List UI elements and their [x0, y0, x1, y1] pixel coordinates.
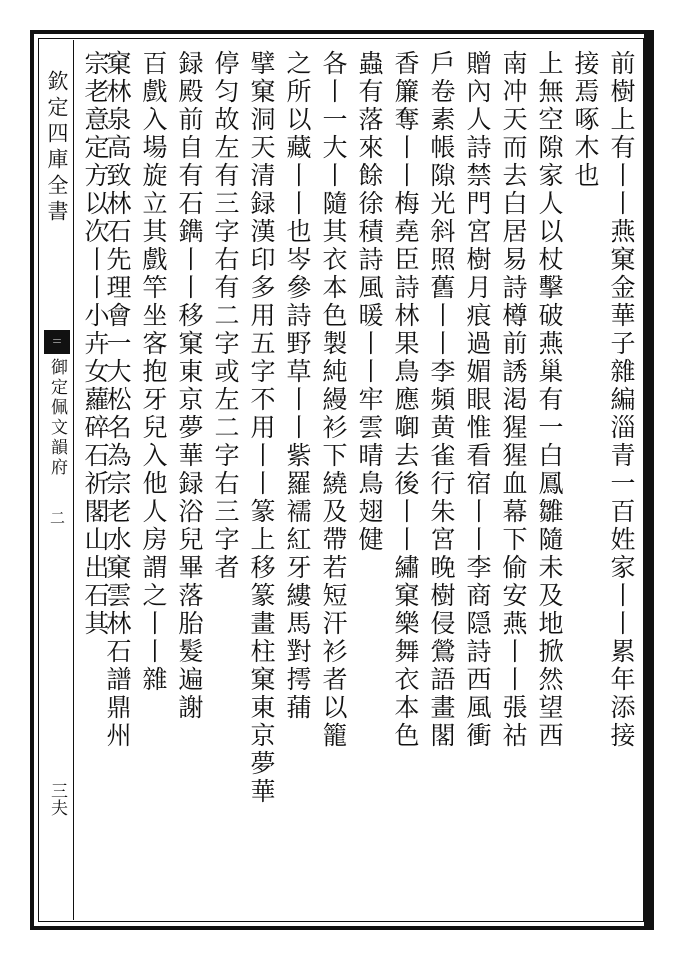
margin-subtitle: 御定佩文韻府	[47, 358, 67, 478]
text-column-2: 接焉啄木也	[571, 50, 600, 190]
text-column-5: 贈內人詩禁門宮樹月痕過媚眼惟看宿丨丨李商隠詩西風衝	[463, 50, 492, 750]
text-column-16: 宗老意定方以次丨丨小卉女蘿碎石祈閣山出石其	[81, 50, 110, 638]
margin-title: 欽定四庫全書	[45, 70, 69, 226]
text-column-15: 窠林泉高致林石先理會一大松名為宗老水窠雲林石譜鼎州	[103, 50, 132, 750]
fish-tail-mark: ＝	[44, 330, 70, 354]
volume-number: 二	[48, 510, 66, 525]
margin-column	[40, 40, 74, 920]
text-column-12: 停匀故左有三字右有二字或左二字右三字者	[211, 50, 240, 582]
text-column-1: 前樹上有丨丨燕窠金華子雜編淄青一百姓家丨丨累年添接	[607, 50, 636, 750]
page-number: 三夫	[47, 782, 67, 816]
text-column-4: 南冲天而去白居易詩樽前誘渇猩猩血幕下偷安燕丨丨張祜	[499, 50, 528, 750]
text-column-11: 擘窠洞天清録漢印多用五字不用丨丨篆上移篆畫柱窠東京夢華	[247, 50, 276, 806]
text-column-6: 戶卷素帳隙光斜照舊丨丨李頻黄雀行朱宮晚樹侵鶯語畫閣	[427, 50, 456, 750]
text-column-9: 各丨一大丨隨其衣本色製純縵衫下繞及帶若短汗衫者以籠	[319, 50, 348, 750]
text-column-3: 上無空隙家人以杖擊破燕巢有一白鳳雛隨未及地掀然望西	[535, 50, 564, 750]
text-column-14: 百戲入場旋立其戲竿坐客抱牙兒入他人房謂之丨丨雜	[139, 50, 168, 694]
text-column-10: 之所以藏丨丨也岑參詩野草丨丨紫羅襦紅牙縷馬對摴蒱	[283, 50, 312, 722]
text-column-8: 蟲有落來餘徐積詩風暖丨丨牢雲晴鳥翅健	[355, 50, 384, 554]
binding-strip	[644, 30, 654, 930]
text-column-13: 録殿前自有石鐫丨丨移窠東京夢華録浴兒畢落胎髮遍謝	[175, 50, 204, 722]
text-column-7: 香簾奪丨丨梅堯臣詩林果鳥應啣去後丨丨繡窠樂舞衣本色	[391, 50, 420, 750]
